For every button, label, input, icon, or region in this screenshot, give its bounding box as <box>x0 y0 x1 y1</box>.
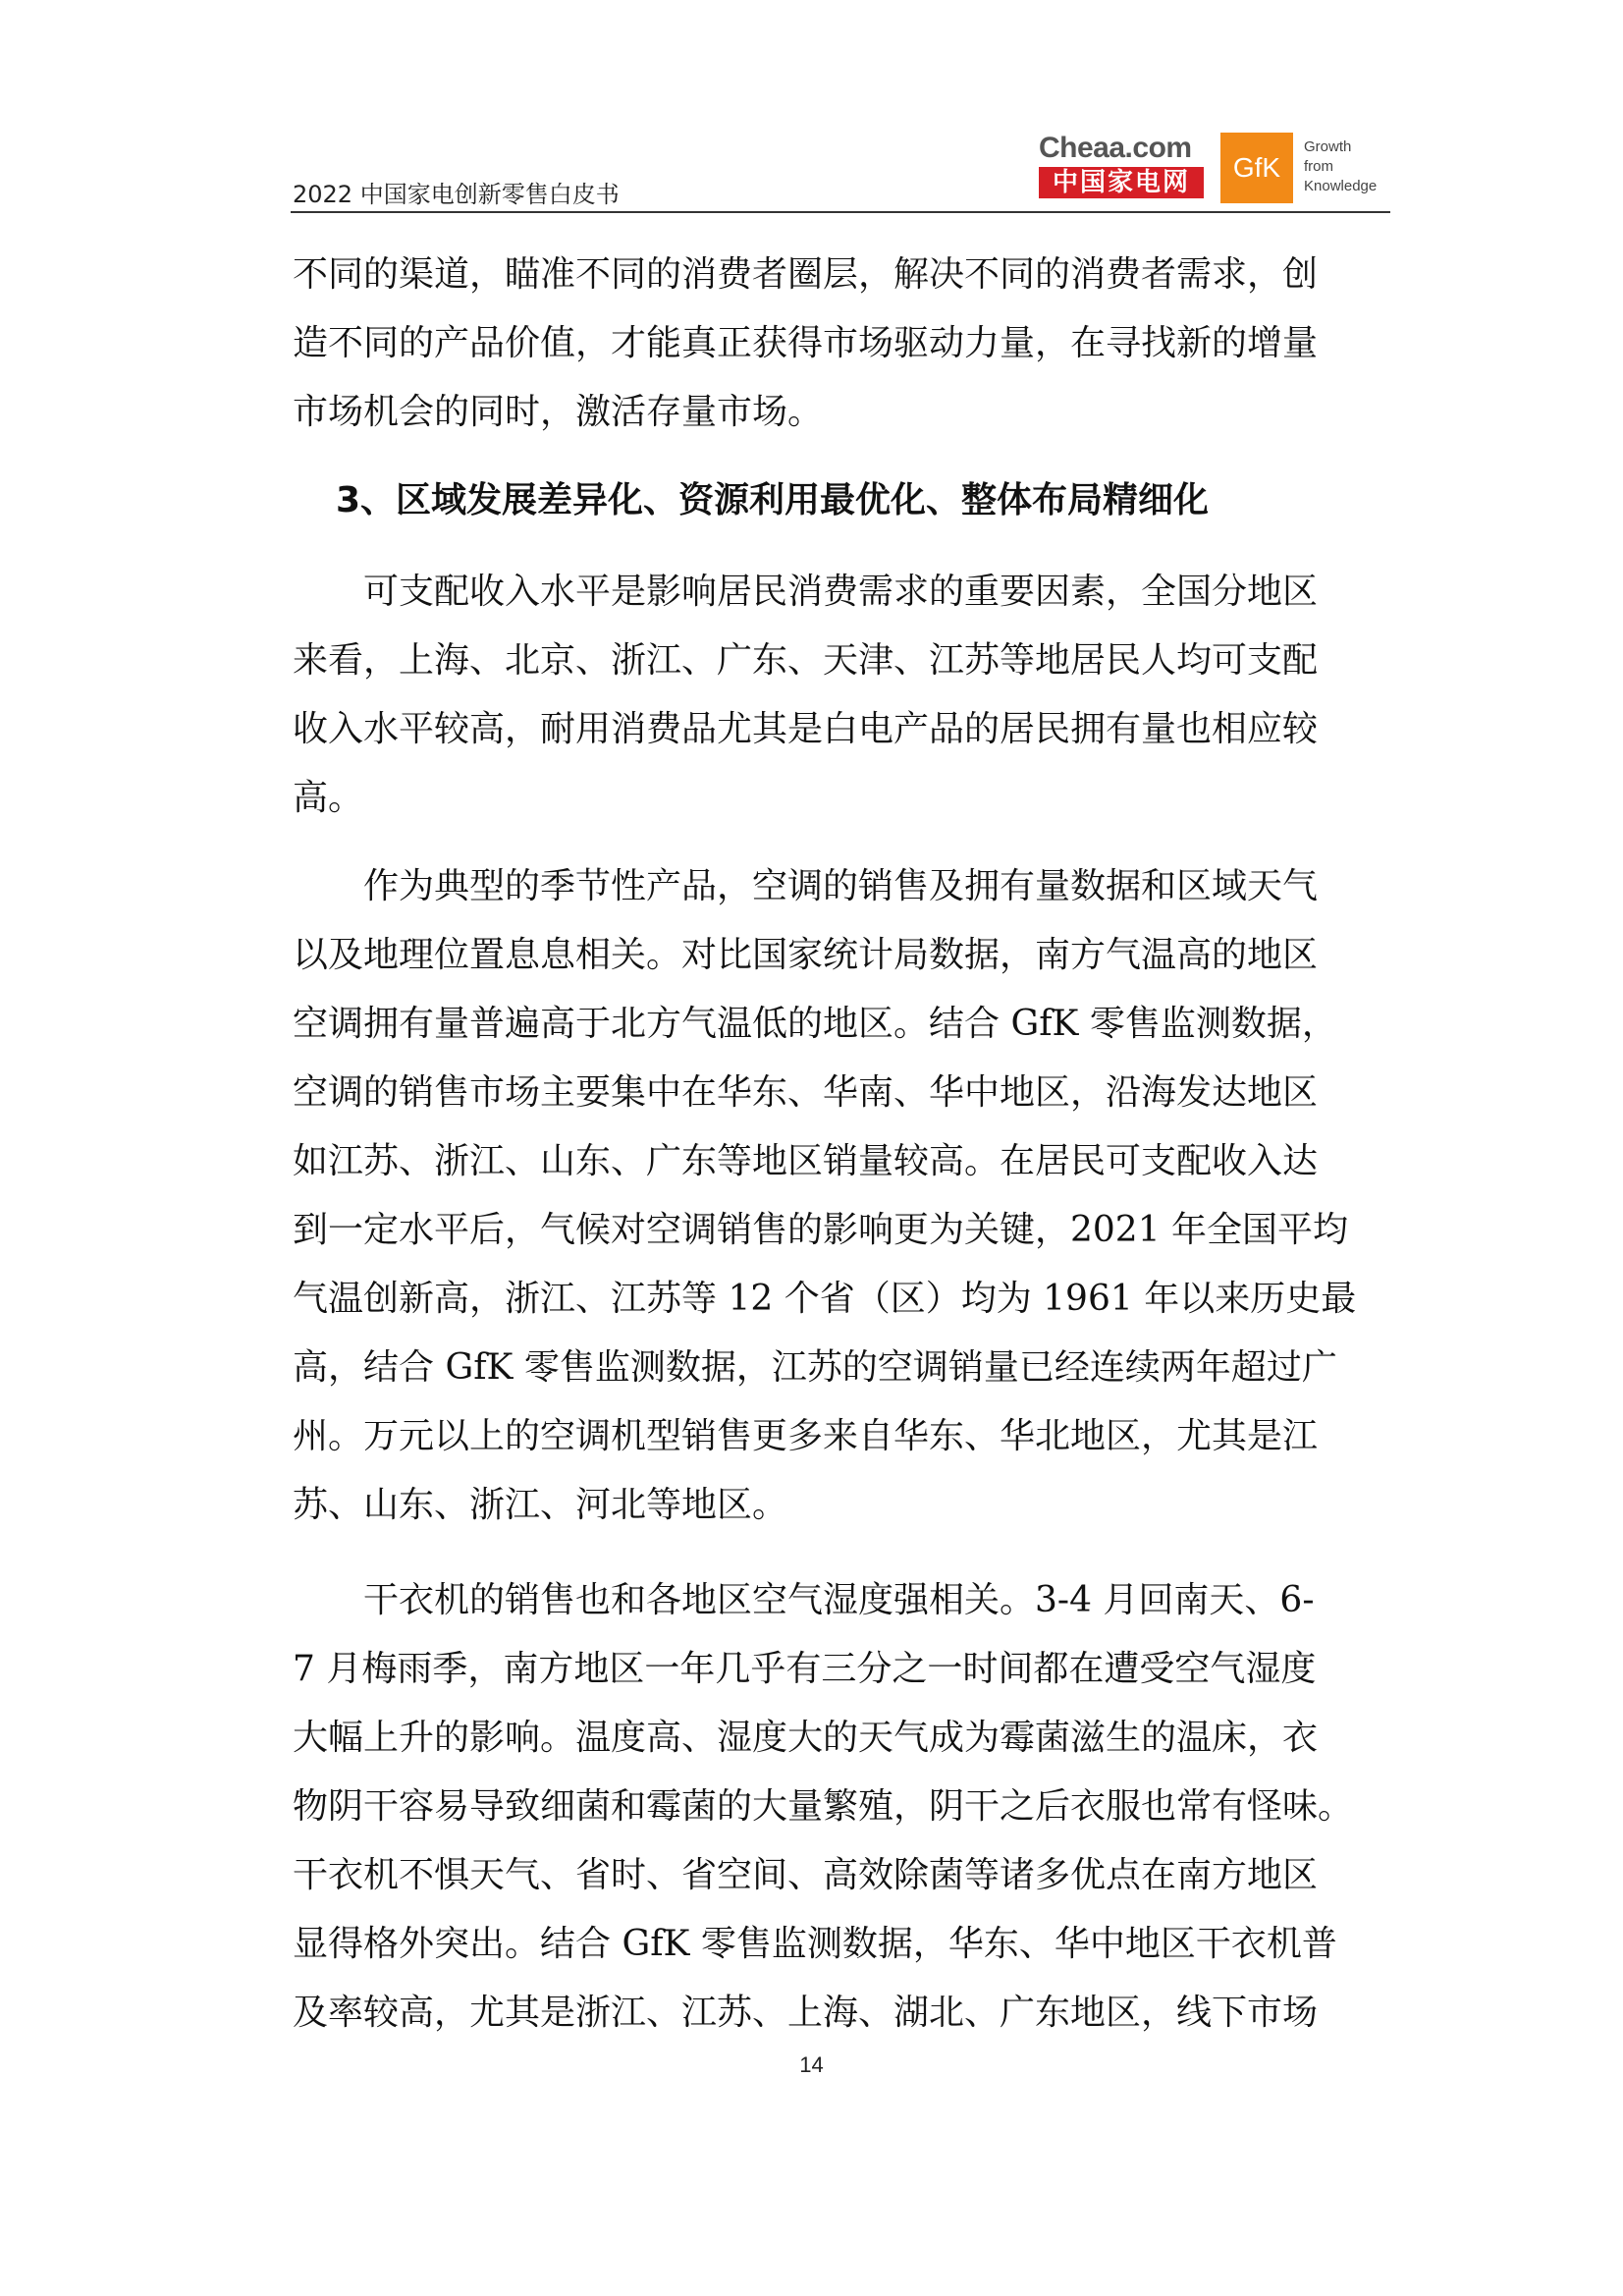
text-line: 空调的销售市场主要集中在华东、华南、华中地区，沿海发达地区 <box>293 1072 1319 1113</box>
cheaa-logo-cn: 中国家电网 <box>1039 167 1204 198</box>
text-line: 如江苏、浙江、山东、广东等地区销量较高。在居民可支配收入达 <box>293 1141 1319 1181</box>
paragraph-1 <box>293 241 1402 447</box>
text-line: 空调拥有量普遍高于北方气温低的地区。结合 GfK 零售监测数据， <box>293 1004 1337 1044</box>
text-line: 及率较高，尤其是浙江、江苏、上海、湖北、广东地区，线下市场 <box>293 1993 1319 2033</box>
text-line: 苏、山东、浙江、河北等地区。 <box>293 1485 788 1525</box>
gfk-tagline <box>1304 137 1377 196</box>
text-line: 不同的渠道，瞄准不同的消费者圈层，解决不同的消费者需求，创 <box>293 254 1319 295</box>
gfk-tagline-line: Growth <box>1304 138 1352 155</box>
gfk-tagline-line: Knowledge <box>1304 178 1378 194</box>
paragraph-3 <box>293 852 1402 1540</box>
gfk-tagline-line: from <box>1304 158 1333 175</box>
section-heading-block <box>293 466 1402 535</box>
text-line: 作为典型的季节性产品，空调的销售及拥有量数据和区域天气 <box>363 866 1319 906</box>
gfk-logo: GfK <box>1220 133 1293 203</box>
paragraph-2 <box>293 558 1402 833</box>
text-line: 州。万元以上的空调机型销售更多来自华东、华北地区，尤其是江 <box>293 1416 1319 1456</box>
text-line: 高。 <box>293 778 364 818</box>
text-line: 可支配收入水平是影响居民消费需求的重要因素，全国分地区 <box>363 572 1319 612</box>
header-divider <box>291 211 1390 213</box>
cheaa-logo <box>1039 132 1206 206</box>
text-line: 物阴干容易导致细菌和霉菌的大量繁殖，阴干之后衣服也常有怪味。 <box>293 1786 1354 1827</box>
text-line: 7 月梅雨季，南方地区一年几乎有三分之一时间都在遭受空气湿度 <box>293 1649 1317 1689</box>
text-line: 市场机会的同时，激活存量市场。 <box>293 392 824 432</box>
text-line: 气温创新高，浙江、江苏等 12 个省（区）均为 1961 年以来历史最 <box>293 1279 1357 1319</box>
text-line: 高，结合 GfK 零售监测数据，江苏的空调销量已经连续两年超过广 <box>293 1347 1337 1388</box>
text-line: 来看，上海、北京、浙江、广东、天津、江苏等地居民人均可支配 <box>293 640 1319 681</box>
text-line: 大幅上升的影响。温度高、湿度大的天气成为霉菌滋生的温床，衣 <box>293 1718 1319 1758</box>
text-line: 显得格外突出。结合 GfK 零售监测数据，华东、华中地区干衣机普 <box>293 1924 1337 1964</box>
text-line: 干衣机不惧天气、省时、省空间、高效除菌等诸多优点在南方地区 <box>293 1855 1319 1895</box>
text-line: 收入水平较高，耐用消费品尤其是白电产品的居民拥有量也相应较 <box>293 709 1319 749</box>
paragraph-4 <box>293 1566 1402 2048</box>
text-line: 干衣机的销售也和各地区空气湿度强相关。3-4 月回南天、6- <box>363 1580 1315 1620</box>
cheaa-logo-en: Cheaa.com <box>1039 132 1192 164</box>
text-line: 造不同的产品价值，才能真正获得市场驱动力量，在寻找新的增量 <box>293 323 1319 363</box>
page-number: 14 <box>799 2052 824 2077</box>
text-line: 到一定水平后，气候对空调销售的影响更为关键，2021 年全国平均 <box>293 1210 1349 1250</box>
text-line: 以及地理位置息息相关。对比国家统计局数据，南方气温高的地区 <box>293 935 1319 975</box>
document-header-title: 2022 中国家电创新零售白皮书 <box>293 181 620 208</box>
section-heading: 3、区域发展差异化、资源利用最优化、整体布局精细化 <box>336 480 1210 520</box>
